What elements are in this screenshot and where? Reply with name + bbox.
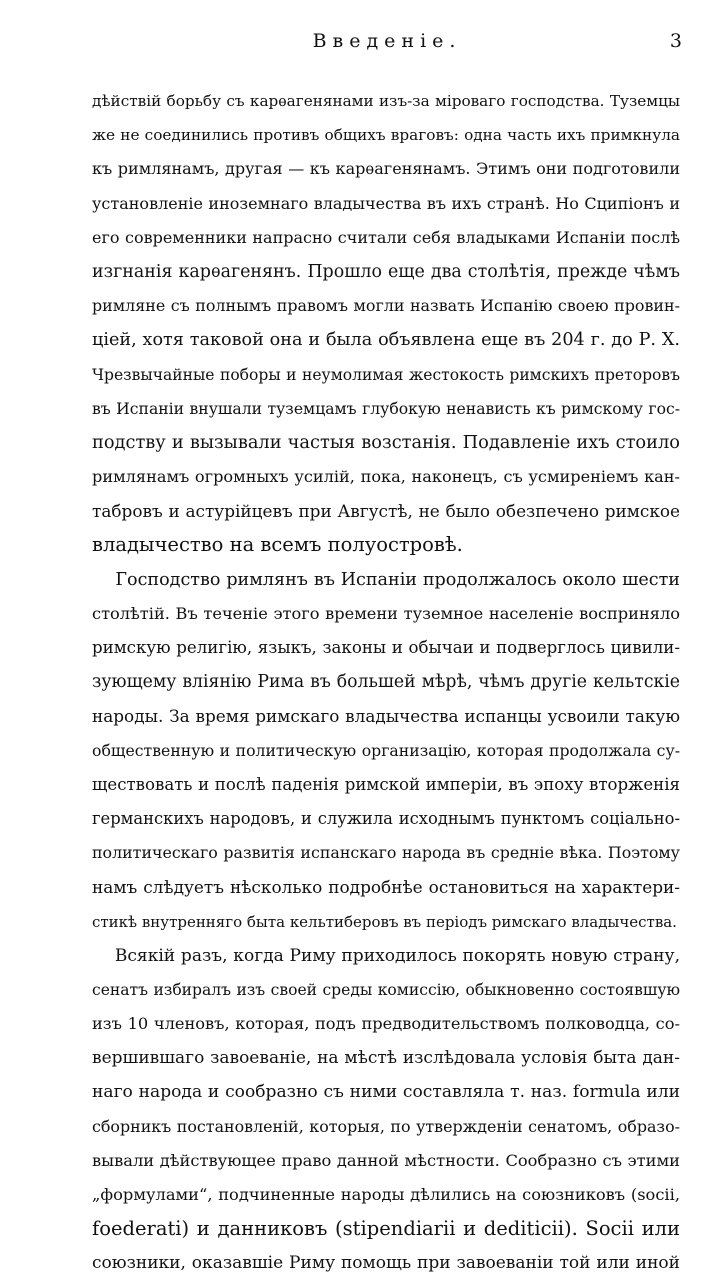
- text-line: стикѣ внутренняго быта кельтиберовъ въ періодъ римскаго владычества.: [92, 912, 677, 931]
- text-line: foederati) и данниковъ (stipendiarii и dediticii). Socii или: [92, 1217, 680, 1241]
- text-line: Господство римлянъ въ Испаніи продолжалось около шести: [92, 569, 680, 590]
- paragraph-1: [92, 84, 680, 563]
- page-title: Введеніе.: [312, 30, 462, 52]
- paragraph-3: [92, 939, 680, 1281]
- text-line: римскую религію, языкъ, законы и обычаи и подверглось цивили-: [92, 638, 680, 657]
- text-line: сборникъ постановленій, которыя, по утвержденіи сенатомъ, образо-: [92, 1116, 680, 1136]
- running-head: [92, 30, 682, 56]
- text-line: столѣтій. Въ теченіе этого времени туземное населеніе восприняло: [92, 603, 680, 623]
- text-line: общественную и политическую организацію, которая продолжала су-: [92, 740, 680, 760]
- text-line: сенатъ избиралъ изъ своей среды комиссію, обыкновенно состоявшую: [92, 980, 680, 999]
- paragraph-2: [92, 563, 680, 939]
- text-line: владычество на всемъ полуостровѣ.: [92, 533, 463, 557]
- text-line: Чрезвычайные поборы и неумолимая жестокость римскихъ преторовъ: [92, 365, 680, 384]
- text-line: римляне съ полнымъ правомъ могли назвать Испанію своею провин-: [92, 296, 680, 316]
- text-line: вывали дѣйствующее право данной мѣстности. Сообразно съ этими: [92, 1150, 680, 1170]
- text-line: народы. За время римскаго владычества испанцы усвоили такую: [92, 706, 680, 727]
- text-line: „формулами“, подчиненные народы дѣлились на союзниковъ (socii,: [92, 1185, 680, 1204]
- page-number: 3: [669, 30, 682, 52]
- text-line: вершившаго завоеваніе, на мѣстѣ изслѣдовала условія быта дан-: [92, 1048, 680, 1069]
- text-line: римлянамъ огромныхъ усилій, пока, наконецъ, съ усмиреніемъ кан-: [92, 467, 680, 487]
- text-line: его современники напрасно считали себя владыками Испаніи послѣ: [92, 227, 680, 247]
- text-line: подству и вызывали частыя возстанія. Подавленіе ихъ стоило: [92, 431, 680, 453]
- text-line: намъ слѣдуетъ нѣсколько подробнѣе остановиться на характери-: [92, 877, 680, 898]
- text-line: ществовать и послѣ паденія римской имперіи, въ эпоху вторженія: [92, 774, 680, 794]
- text-line: союзники, оказавшіе Риму помощь при завоеваніи той или иной: [92, 1253, 680, 1274]
- text-line: дѣйствій борьбу съ карѳагенянами изъ-за міроваго господства. Туземцы: [92, 92, 680, 110]
- body-text: [92, 84, 680, 1281]
- text-line: изгнанія карѳагенянъ. Прошло еще два столѣтія, прежде чѣмъ: [92, 261, 680, 282]
- text-line: наго народа и сообразно съ ними составляла т. наз. formula или: [92, 1082, 680, 1103]
- text-line: же не соединились противъ общихъ враговъ: одна часть ихъ примкнула: [92, 126, 680, 145]
- text-line: табровъ и астурійцевъ при Августѣ, не было обезпечено римское: [92, 501, 680, 522]
- text-line: политическаго развитія испанскаго народа въ средніе вѣка. Поэтому: [92, 843, 680, 863]
- text-line: въ Испаніи внушали туземцамъ глубокую ненависть къ римскому гос-: [92, 399, 680, 418]
- text-line: къ римлянамъ, другая — къ карѳагенянамъ. Этимъ они подготовили: [92, 159, 680, 179]
- text-line: установленіе иноземнаго владычества въ ихъ странѣ. Но Сципіонъ и: [92, 193, 680, 213]
- text-line: зующему вліянію Рима въ большей мѣрѣ, чѣмъ другіе кельтскіе: [92, 672, 680, 693]
- text-line: Всякій разъ, когда Риму приходилось покорять новую страну,: [92, 945, 680, 966]
- text-line: германскихъ народовъ, и служила исходнымъ пунктомъ соціально-: [92, 808, 680, 828]
- text-line: ціей, хотя таковой она и была объявлена еще въ 204 г. до Р. Х.: [92, 330, 680, 351]
- text-line: изъ 10 членовъ, которая, подъ предводительствомъ полководца, со-: [92, 1014, 680, 1034]
